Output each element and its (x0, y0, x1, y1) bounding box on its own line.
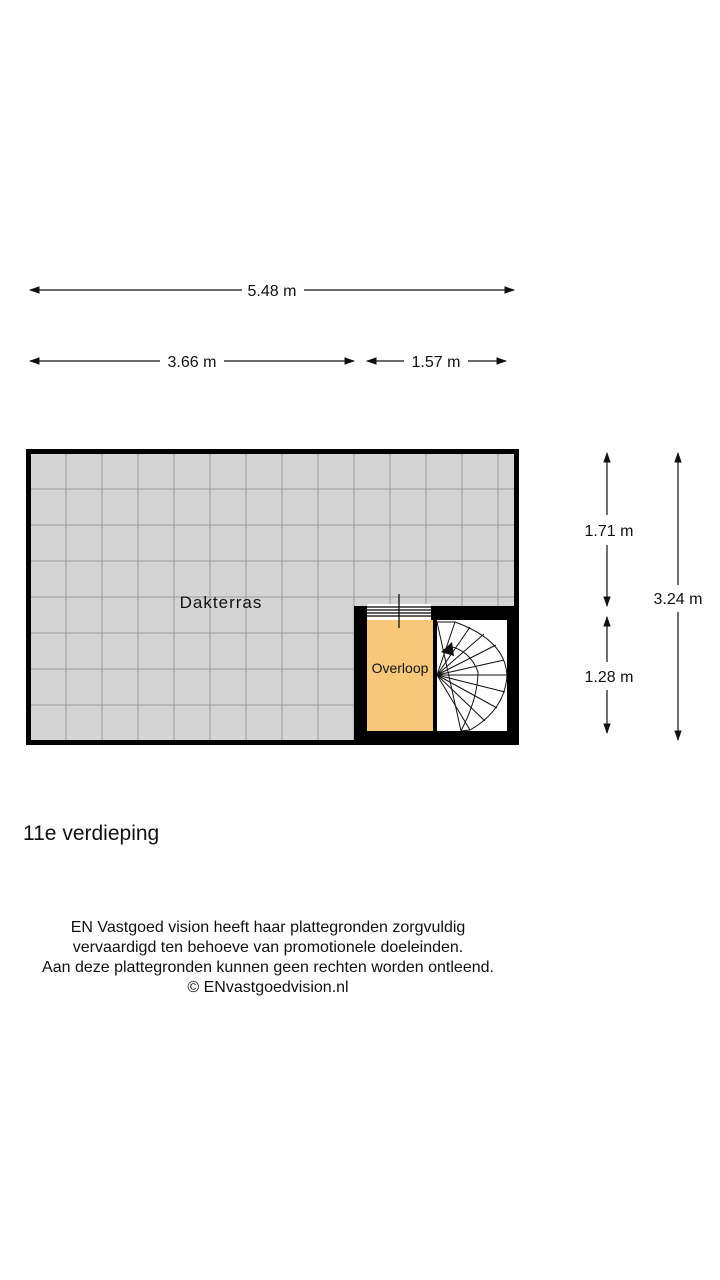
room-label-dakterras: Dakterras (179, 593, 263, 612)
dimension-width-left (30, 354, 354, 371)
disclaimer (0, 918, 536, 998)
dimension-width-right-label: 1.57 m (411, 354, 461, 371)
disclaimer-line: vervaardigd ten behoeve van promotionele doeleinden. (72, 939, 464, 956)
floor-label: 11e verdieping (23, 822, 160, 845)
dimension-height-lower (585, 617, 634, 733)
dimension-total-height (654, 453, 703, 740)
dimension-total-height-label: 3.24 m (653, 591, 703, 608)
disclaimer-line: EN Vastgoed vision heeft haar plattegronden zorgvuldig (70, 919, 466, 936)
dimension-height-lower-label: 1.28 m (584, 669, 634, 686)
dimension-total-width (30, 283, 514, 300)
dimension-height-upper (585, 453, 634, 606)
disclaimer-copyright: © ENvastgoedvision.nl (187, 979, 349, 996)
room-label-overloop: Overloop (371, 660, 429, 676)
stair-block (354, 594, 517, 743)
dimension-height-upper-label: 1.71 m (584, 523, 634, 540)
dimension-width-right (367, 354, 506, 371)
dimension-width-left-label: 3.66 m (167, 354, 217, 371)
disclaimer-line: Aan deze plattegronden kunnen geen rechten worden ontleend. (42, 959, 494, 976)
dimension-total-width-label: 5.48 m (247, 283, 297, 300)
